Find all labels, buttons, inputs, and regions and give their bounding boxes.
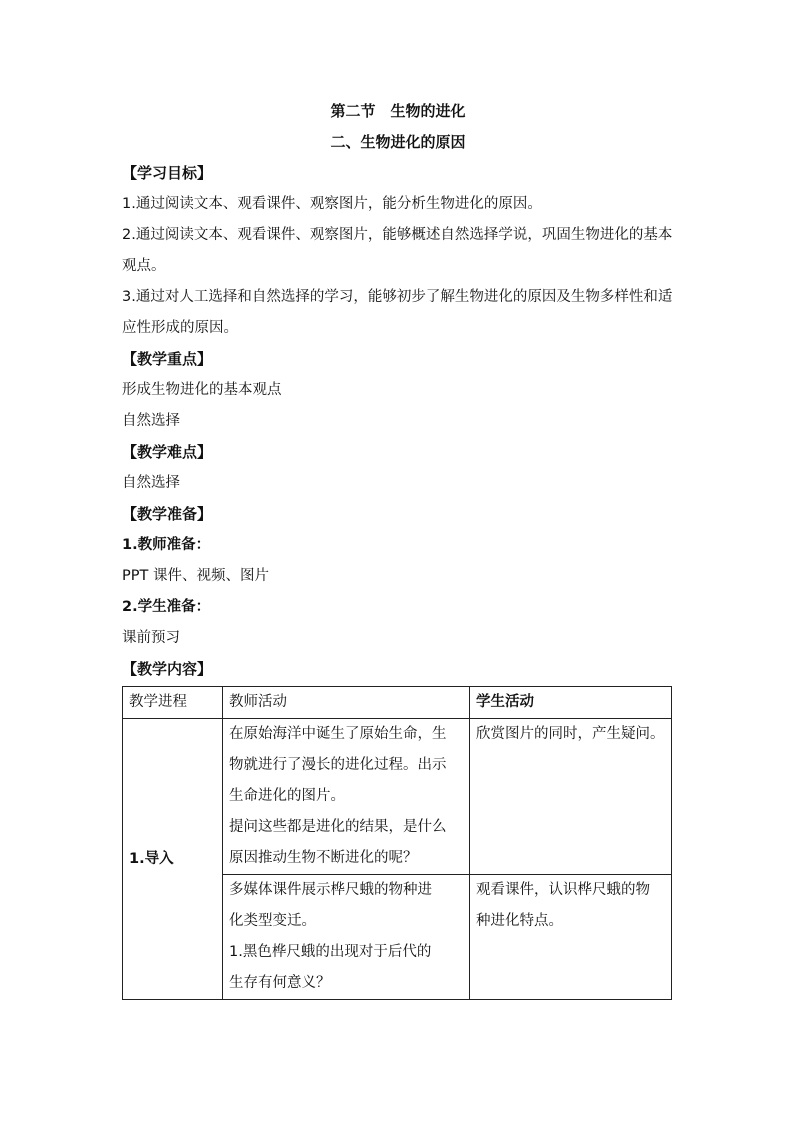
key-point-item-2: 自然选择: [122, 413, 180, 429]
student-line: 欣赏图片的同时，产生疑问。: [476, 726, 665, 742]
teacher-line: 生存有何意义？: [229, 975, 331, 991]
teacher-line: 生命进化的图片。: [229, 788, 345, 804]
teacher-line: 化类型变迁。: [229, 913, 316, 929]
preparation-heading: 【教学准备】: [122, 505, 213, 523]
page-title-block: [122, 96, 674, 158]
page-subtitle: 二、生物进化的原因: [330, 133, 466, 151]
goal-item-2: 2.通过阅读文本、观看课件、观察图片，能够概述自然选择学说，巩固生物进化的基本观点。: [122, 227, 673, 274]
key-points-heading: 【教学重点】: [122, 350, 213, 368]
difficulty-item-1: 自然选择: [122, 475, 180, 491]
teacher-cell-2: [223, 875, 470, 1000]
table-row: [123, 719, 672, 875]
goals-heading: 【学习目标】: [122, 164, 213, 182]
phase-cell: 1.导入: [123, 719, 223, 1000]
header-student: 学生活动: [470, 687, 672, 719]
goal-item-1: 1.通过阅读文本、观看课件、观察图片，能分析生物进化的原因。: [122, 196, 542, 212]
content-heading: 【教学内容】: [122, 660, 213, 678]
teacher-cell-1: [223, 719, 470, 875]
goal-item-3: 3.通过对人工选择和自然选择的学习，能够初步了解生物进化的原因及生物多样性和适应性形成的原因。: [122, 289, 673, 336]
page-title: 第二节 生物的进化: [330, 102, 466, 120]
student-prep-label: 2.学生准备：: [122, 599, 211, 615]
teacher-line: 在原始海洋中诞生了原始生命，生: [229, 726, 447, 742]
key-point-item-1: 形成生物进化的基本观点: [122, 382, 282, 398]
student-line: 种进化特点。: [476, 913, 563, 929]
document-page: [122, 96, 674, 1000]
teacher-line: 多媒体课件展示桦尺蛾的物种进: [229, 882, 432, 898]
difficulties-heading: 【教学难点】: [122, 443, 213, 461]
teacher-prep-value: PPT 课件、视频、图片: [122, 568, 269, 584]
teacher-line: 原因推动生物不断进化的呢？: [229, 850, 418, 866]
student-cell-2: [470, 875, 672, 1000]
teacher-prep-label: 1.教师准备：: [122, 537, 211, 553]
lesson-table: [122, 686, 672, 1000]
teacher-line: 1.黑色桦尺蛾的出现对于后代的: [229, 944, 432, 960]
student-cell-1: [470, 719, 672, 875]
teacher-line: 物就进行了漫长的进化过程。出示: [229, 757, 447, 773]
header-phase: 教学进程: [123, 687, 223, 719]
header-teacher: 教师活动: [223, 687, 470, 719]
student-prep-value: 课前预习: [122, 630, 180, 646]
teacher-line: 提问这些都是进化的结果，是什么: [229, 819, 447, 835]
student-line: 观看课件，认识桦尺蛾的物: [476, 882, 650, 898]
table-header-row: [123, 687, 672, 719]
